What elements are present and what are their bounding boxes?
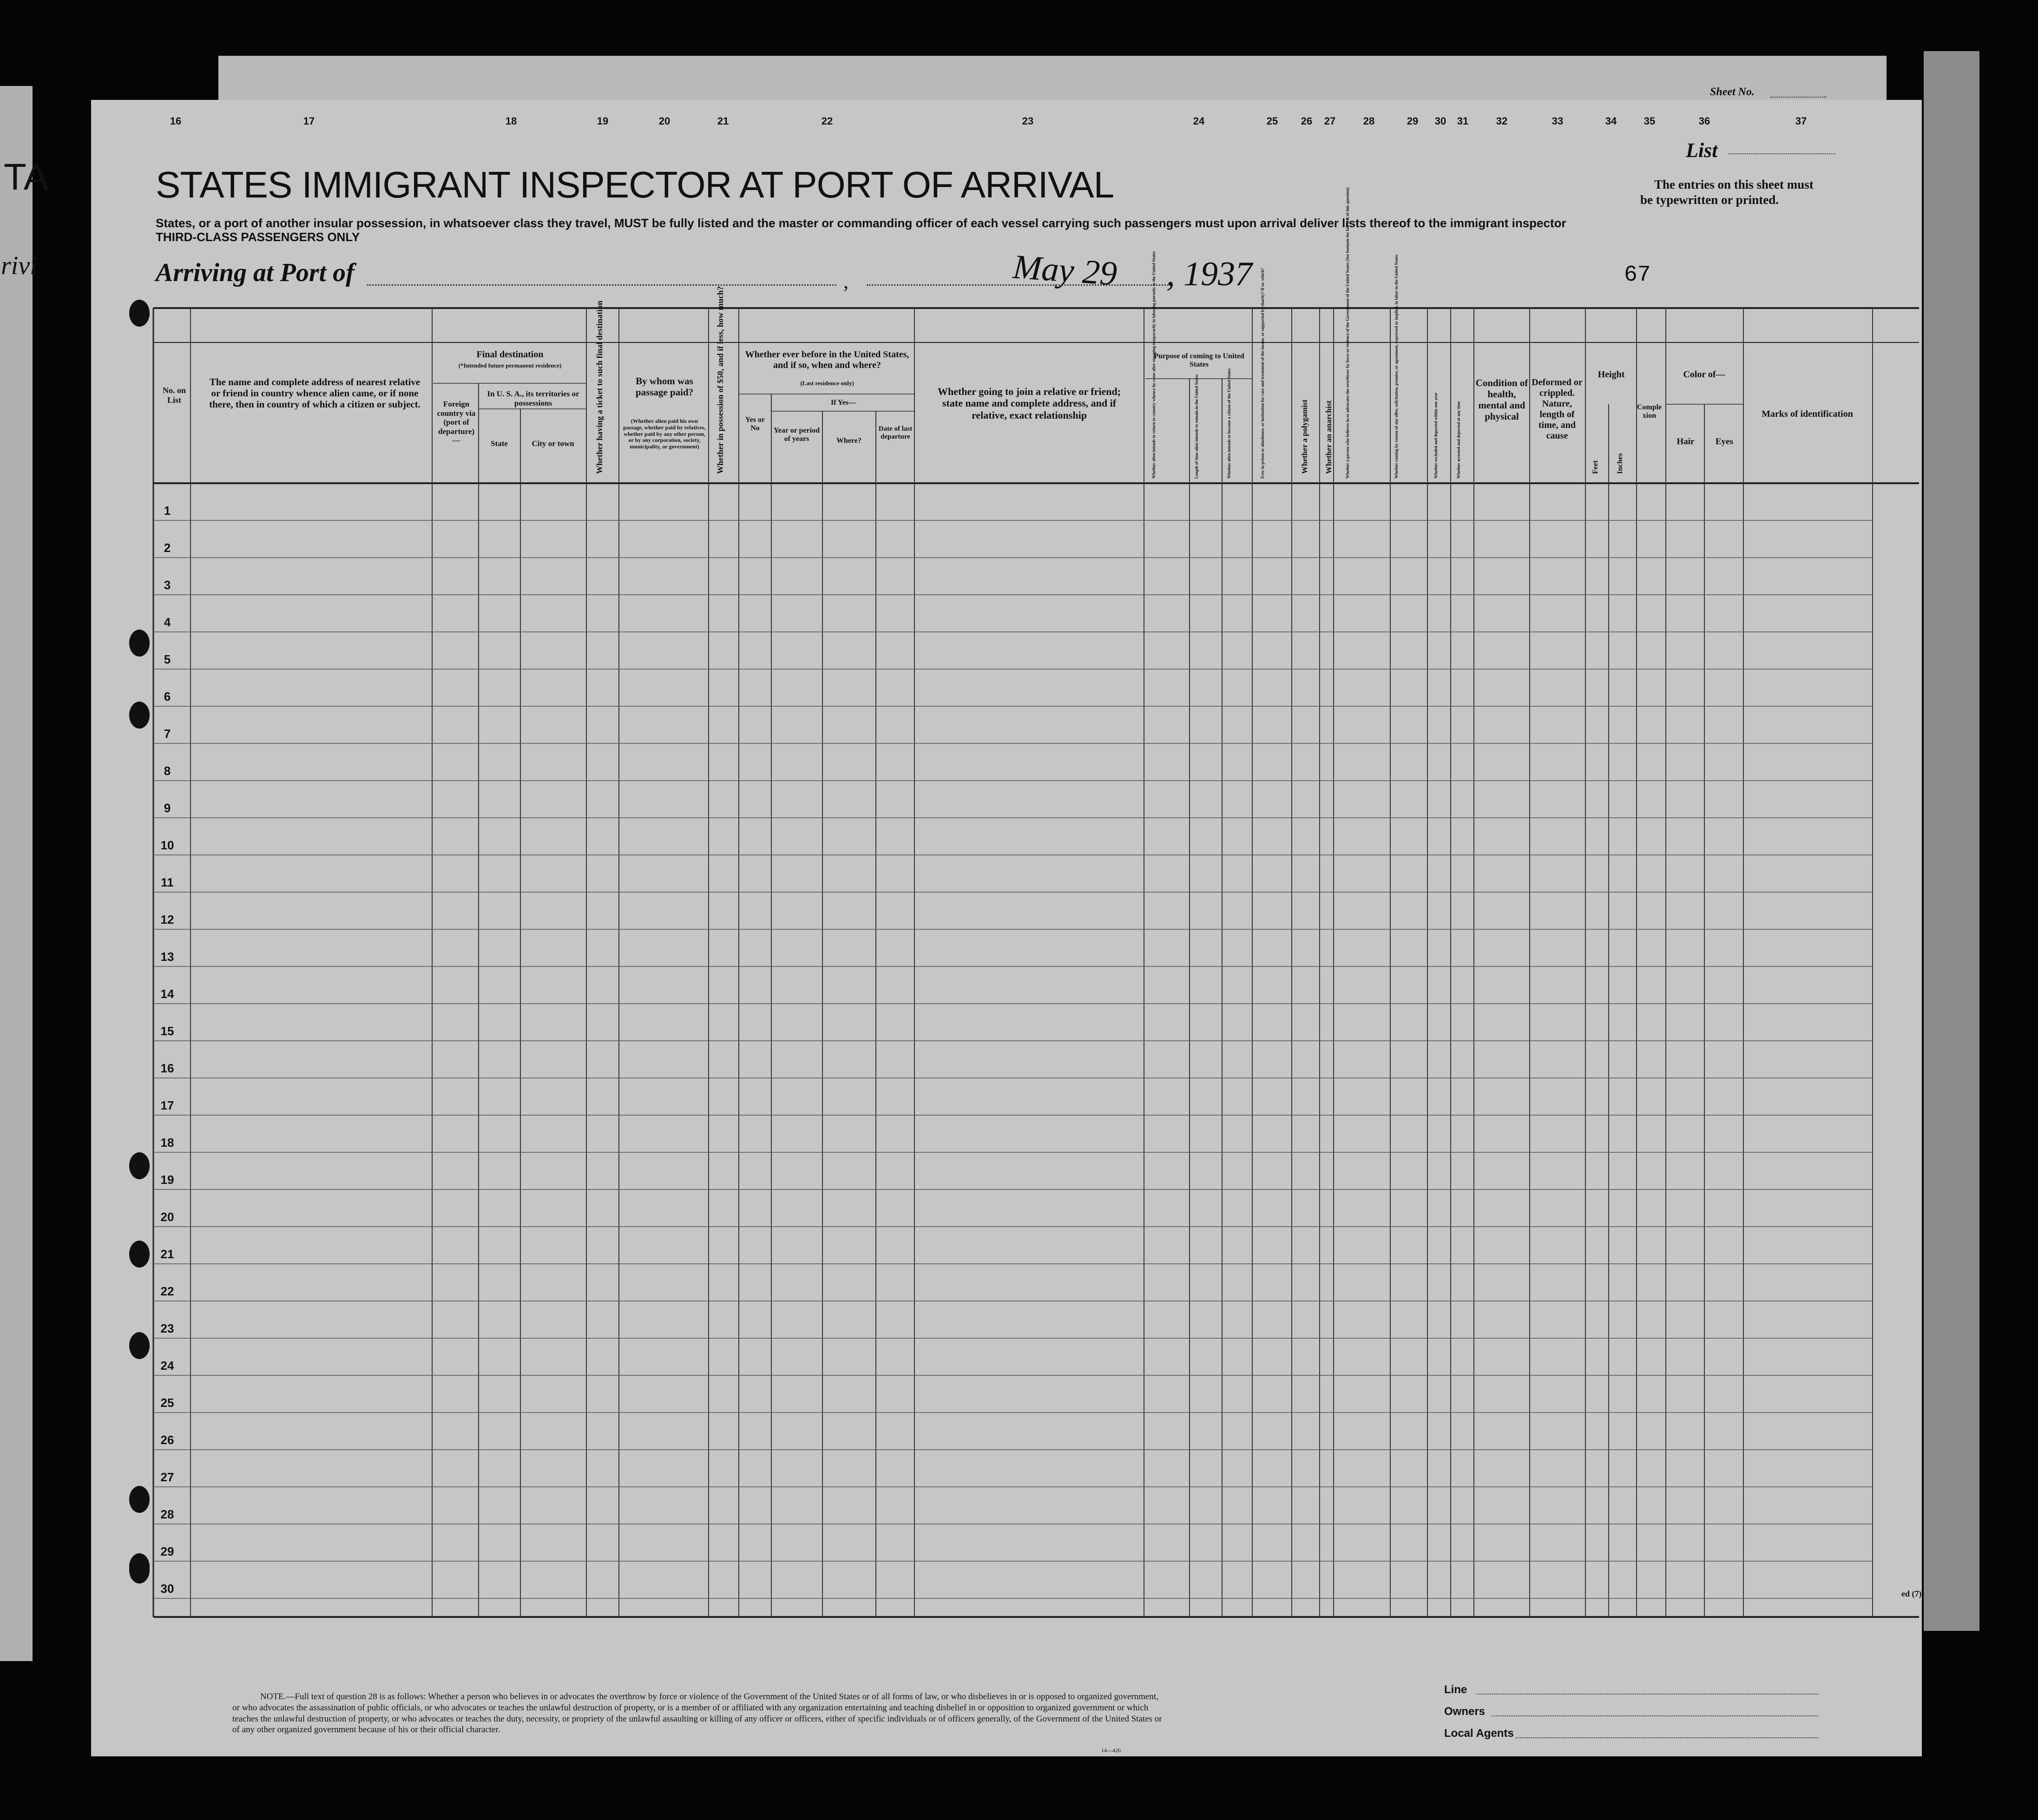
col-25-label: Ever in prison or almshouse, or institution for care and treatment of the insane, or supported by charity? If so, which? (1260, 268, 1265, 479)
col-22-date: Date of last departure (878, 425, 913, 441)
col-32-number: 32 (1496, 115, 1508, 127)
col-29-number: 29 (1407, 115, 1419, 127)
col-16-label: No. on List (162, 386, 186, 405)
col-22-where: Where? (836, 437, 861, 445)
col-16-number: 16 (170, 115, 182, 127)
col-32-label: Condition of health, mental and physical (1475, 377, 1528, 422)
row-number: 23 (160, 1321, 174, 1335)
col-31-number: 31 (1457, 115, 1469, 127)
owners-label: Owners (1444, 1705, 1486, 1718)
col-30-label: Whether excluded and deported within one year (1433, 392, 1438, 479)
row-number: 22 (160, 1284, 174, 1298)
col-35-number: 35 (1644, 115, 1656, 127)
col-28-label: Whether a person who believes in or advocates the overthrow by force or violence of the Government of the United States (See footnote for full text of this question) (1345, 187, 1350, 479)
col-22-label: Whether ever before in the United States, and if so, when and where? (745, 349, 909, 370)
col-21-number: 21 (717, 115, 729, 127)
col-34-number: 34 (1605, 115, 1617, 127)
row-number: 13 (160, 950, 174, 964)
owners-field (1492, 1715, 1818, 1716)
col-18-title: Final destination (476, 349, 544, 360)
row-number: 14 (160, 987, 174, 1001)
row-number: 19 (160, 1173, 174, 1187)
line-field (1477, 1694, 1818, 1695)
row-number: 7 (164, 727, 171, 741)
row-number: 18 (160, 1136, 174, 1150)
col-23-number: 23 (1022, 115, 1034, 127)
col-30-number: 30 (1434, 115, 1446, 127)
col-20-note: (Whether alien paid his own passage, whether paid by relatives, whether paid by any other person, or by any corporation, society, municipality, or government) (623, 418, 706, 450)
col-24-label: Purpose of coming to United States (1154, 352, 1244, 369)
row-number: 20 (160, 1210, 174, 1224)
sheet-no-label: Sheet No. (1710, 86, 1755, 98)
col-22-year: Year or period of years (774, 427, 820, 443)
col-18-foreign: Foreign country via (port of departure)— (437, 400, 476, 445)
row-number: 6 (164, 690, 171, 703)
row-number: 3 (164, 578, 171, 592)
footnote-q28: NOTE.—Full text of question 28 is as follows: Whether a person who believes in or advocates the overthrow by force or violence of the Government of the United States or of all forms of law, or who disbelieves in or is opposed to organized government, or who advocates the assassination of public officials, or who advocates or teaches the unlawful destruction of property, or is a member of or affiliated with any organization entertaining and teaching disbelief in or opposition to organized government or which teaches the unlawful destruction of property, or who advocates or teaches the duty, necessity, or propriety of the unlawful assaulting or killing of any officer or officers, either of specific individuals or of officers generally, of the Government of the United States or of any other organized government because of his or their official character. (232, 1692, 1162, 1735)
col-36-number: 36 (1698, 115, 1710, 127)
page-number: 67 (1624, 263, 1651, 288)
col-26-number: 26 (1301, 115, 1313, 127)
page-title: STATES IMMIGRANT INSPECTOR AT PORT OF ARRIVAL (156, 164, 1114, 205)
col-35-label: Complexion (1637, 403, 1662, 420)
col-24-number: 24 (1193, 115, 1205, 127)
col-24-sub3: Whether alien intends to become a citizen of the United States (1227, 368, 1231, 479)
row-number: 26 (160, 1433, 174, 1447)
list-label: List (1686, 139, 1718, 162)
col-24-sub2: Length of time alien intends to remain in the United States (1194, 374, 1199, 479)
col-19-label: Whether having a ticket to such final destination (595, 300, 604, 474)
col-37-number: 37 (1795, 115, 1807, 127)
row-number: 1 (164, 504, 171, 518)
col-26-label: Whether a polygamist (1300, 399, 1309, 474)
col-34-inches: Inches (1616, 453, 1624, 474)
col-23-label: Whether going to join a relative or friend; state name and complete address, and if relative, exact relationship (937, 386, 1121, 421)
col-36-label: Color of— (1683, 369, 1725, 380)
col-34-feet: Feet (1591, 460, 1599, 474)
col-20-number: 20 (658, 115, 671, 127)
row-number: 17 (160, 1098, 174, 1112)
row-number: 16 (160, 1061, 174, 1075)
col-36-eyes: Eyes (1716, 437, 1733, 447)
col-29-label: Whether coming by reason of any offer, solicitation, promise, or agreement, expressed or implied, to labor in the United States (1394, 254, 1399, 479)
col-18-state: State (491, 439, 508, 448)
col-18-number: 18 (505, 115, 517, 127)
col-31-label: Whether arrested and deported at any time (1456, 401, 1461, 479)
row-number: 28 (160, 1507, 174, 1521)
col-18-note: (*Intended future permanent residence) (458, 362, 562, 369)
col-28-number: 28 (1363, 115, 1375, 127)
col-24-sub1: Whether alien intends to return to country whence he came after engaging temporarily in laboring pursuits in the United States (1151, 251, 1156, 479)
arriving-label: Arriving at Port of (156, 258, 355, 287)
row-number: 8 (164, 764, 171, 778)
instruction-text: States, or a port of another insular possession, in whatsoever class they travel, MUST be fully listed and the master or commanding officer of each vessel carrying such passengers must upon arrival deliver lists thereof to the immigrant inspector (156, 216, 1566, 230)
row-number: 9 (164, 801, 171, 815)
col-27-number: 27 (1324, 115, 1336, 127)
left-fragment-b: rivi (1, 251, 37, 280)
col-20-label: By whom was passage paid? (635, 375, 694, 398)
col-22-if-yes: If Yes— (830, 399, 856, 407)
col-22-number: 22 (821, 115, 833, 127)
col-19-number: 19 (597, 115, 609, 127)
handwritten-date: May 29 (1012, 248, 1118, 293)
col-36-hair: Hair (1676, 437, 1695, 447)
row-number: 25 (160, 1396, 174, 1410)
entries-note-2: be typewritten or printed. (1640, 193, 1779, 207)
col-34-label: Height (1598, 369, 1625, 380)
left-fragment-a: TA (4, 156, 49, 197)
agents-label: Local Agents (1444, 1727, 1514, 1740)
row-number: 10 (160, 838, 174, 852)
row-number: 15 (160, 1024, 174, 1038)
class-line: THIRD-CLASS PASSENGERS ONLY (156, 230, 360, 244)
row-number: 2 (164, 541, 171, 555)
row-number: 4 (164, 615, 171, 629)
col-22-note: (Last residence only) (800, 380, 854, 387)
handwritten-year: , 1937 (1166, 255, 1252, 293)
line-label: Line (1444, 1683, 1467, 1696)
row-number: 29 (160, 1544, 174, 1558)
row-number: 21 (160, 1247, 174, 1261)
entries-note-1: The entries on this sheet must (1654, 177, 1814, 191)
col-22-yes-no: Yes or No (745, 416, 765, 433)
row-number: 24 (160, 1359, 174, 1373)
row-number: 30 (160, 1582, 174, 1596)
row-number: 11 (161, 875, 174, 889)
row-number: 5 (164, 652, 171, 666)
row-number: 27 (160, 1470, 174, 1484)
comma-separator: , (843, 270, 848, 293)
col-18-city: City or town (532, 439, 574, 448)
agents-field (1516, 1737, 1818, 1738)
col-33-number: 33 (1552, 115, 1564, 127)
col-21-label: Whether in possession of $50, and if less, how much? (716, 286, 725, 474)
right-fragment: ed (7) (1901, 1589, 1922, 1598)
row-number: 12 (160, 913, 174, 926)
col-37-label: Marks of identification (1762, 409, 1853, 419)
col-33-label: Deformed or crippled. Nature, length of time, and cause (1532, 377, 1583, 441)
col-27-label: Whether an anarchist (1324, 400, 1333, 474)
form-number: 14—420 (1101, 1747, 1121, 1754)
col-25-number: 25 (1266, 115, 1278, 127)
col-18-usa: In U. S. A., its territories or possessions (487, 389, 579, 407)
col-17-label: The name and complete address of nearest relative or friend in country whence alien came, or if none there, then in country of which a citizen or subject. (209, 376, 421, 410)
col-17-number: 17 (303, 115, 315, 127)
